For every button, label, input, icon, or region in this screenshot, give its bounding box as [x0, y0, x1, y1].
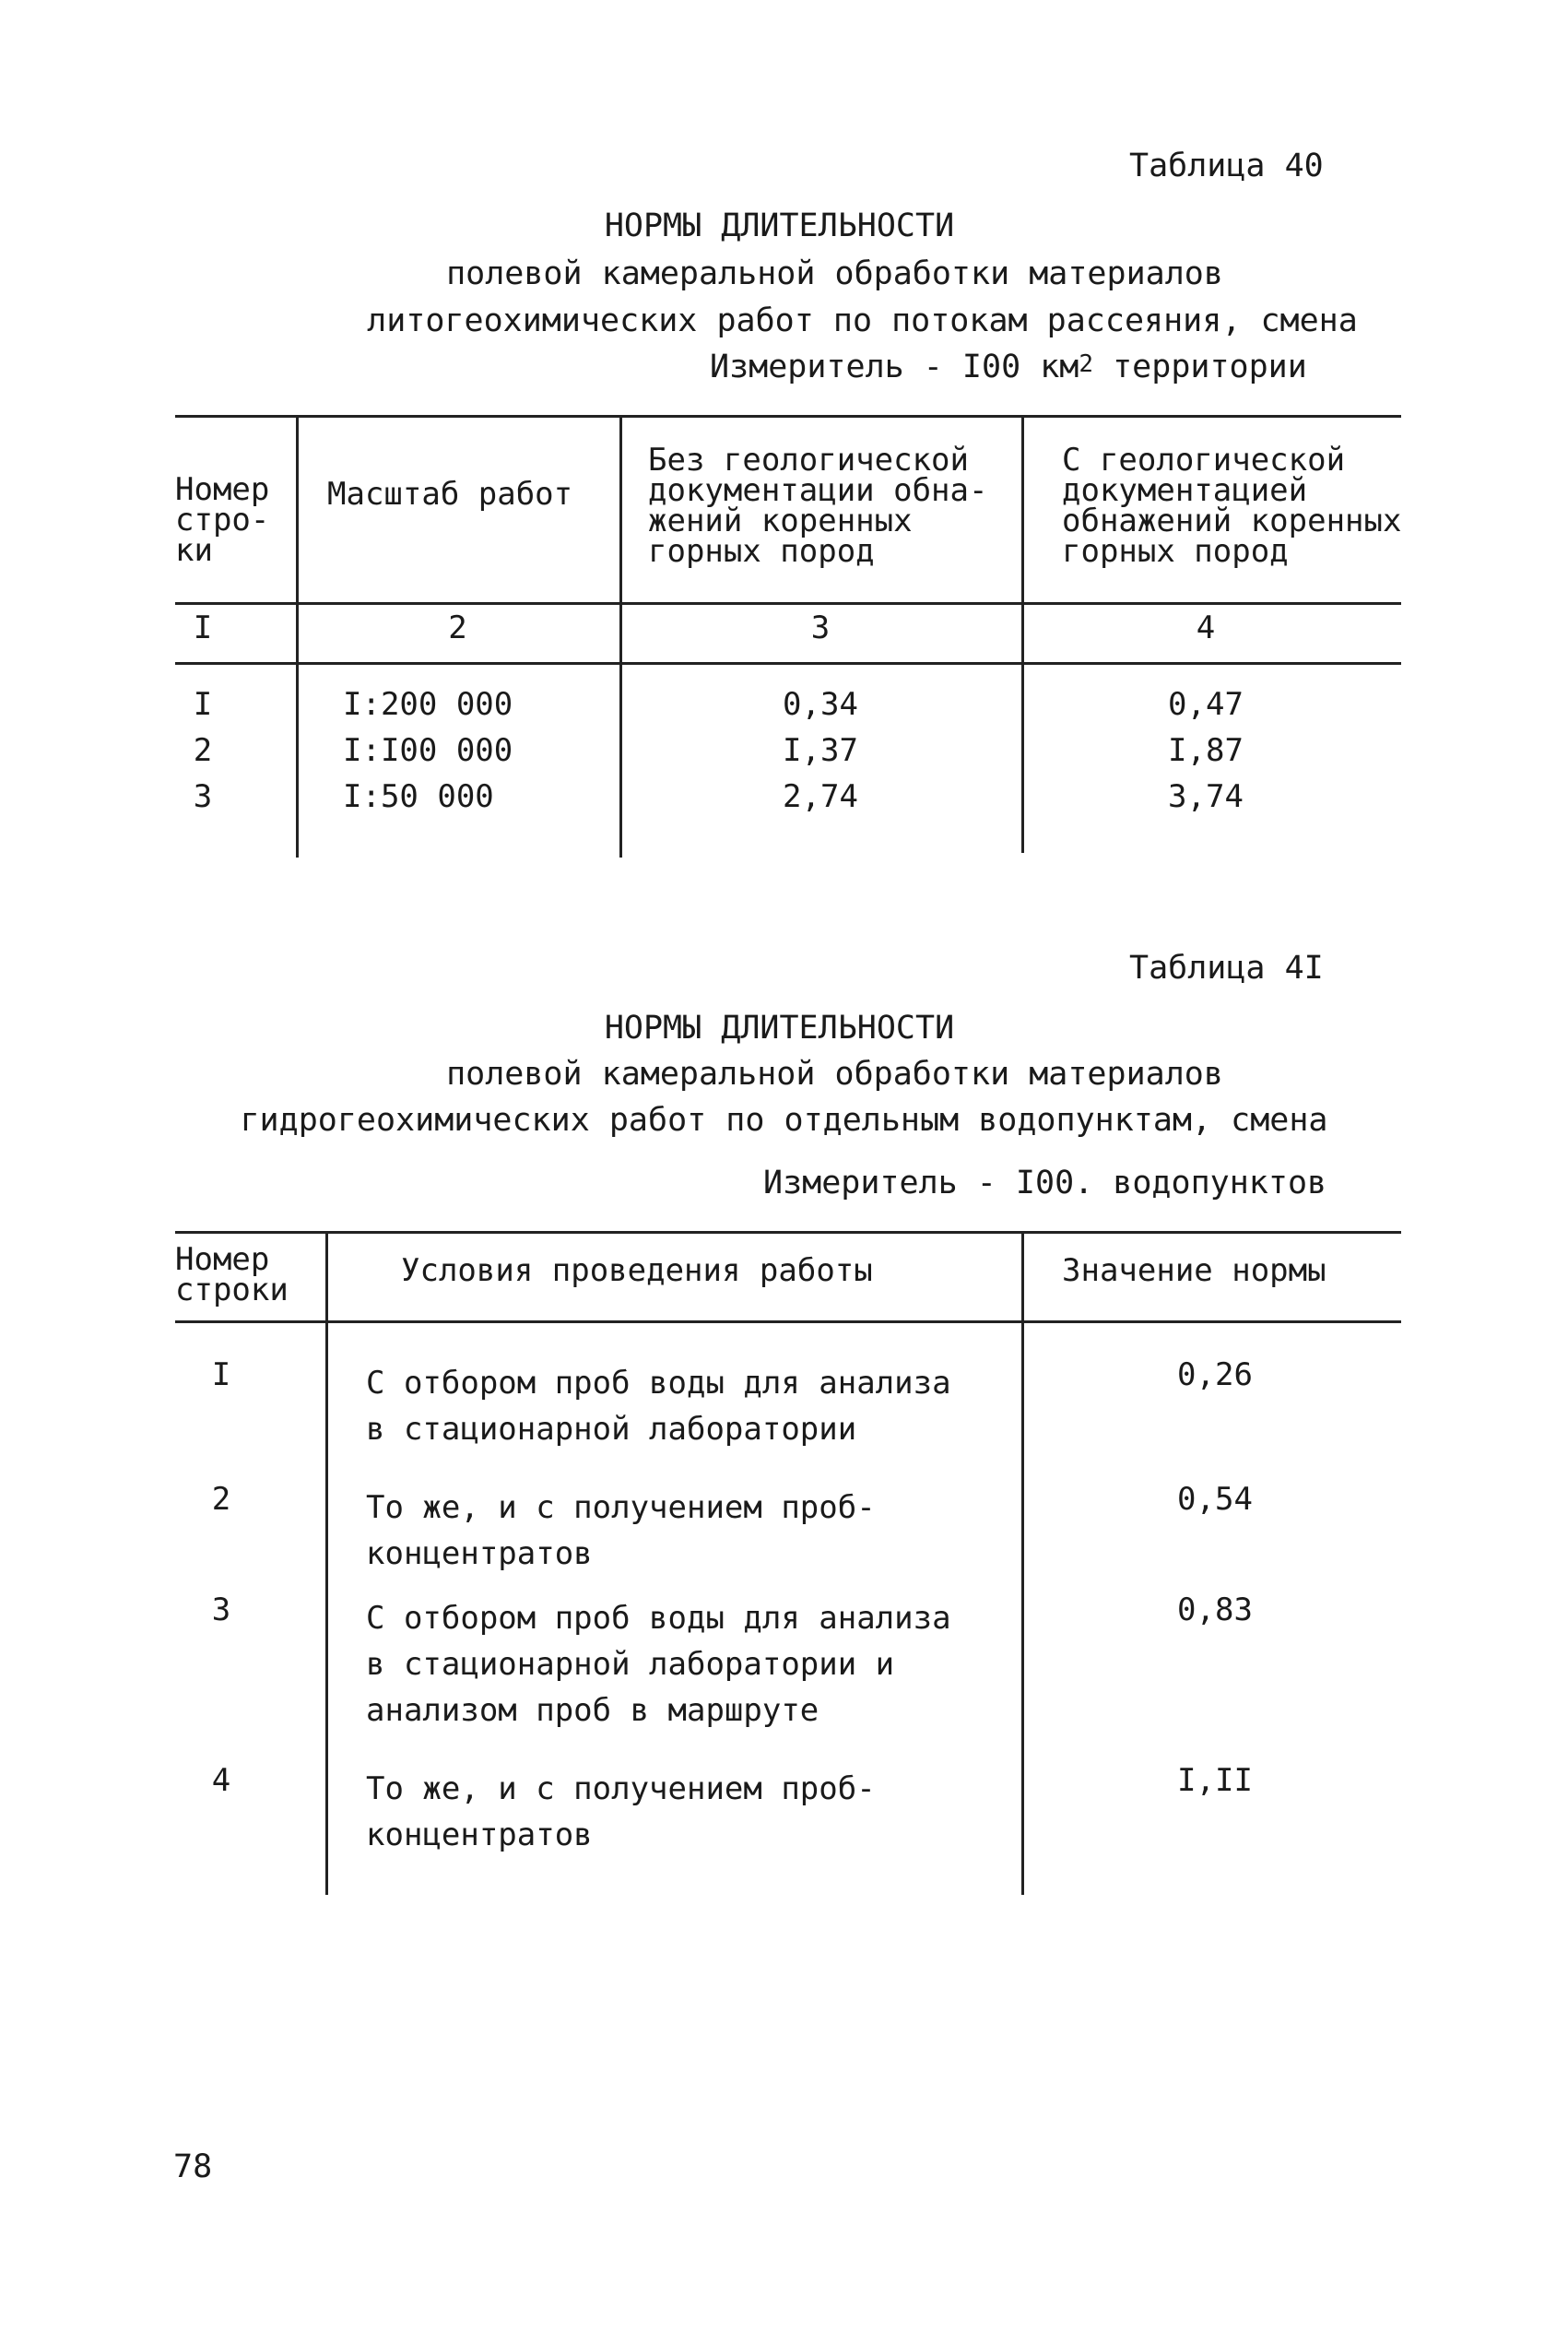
table40-row-2-scale: I:I00 000: [343, 732, 513, 769]
table41-subtitle-line2: гидрогеохимических работ по отдельным водопунктам, смена: [240, 1102, 1328, 1139]
table41-row-4-value: I,II: [1177, 1762, 1253, 1799]
table41-row-1-conditions: С отбором проб воды для анализа в стационарной лаборатории: [366, 1365, 951, 1448]
table40-subtitle-line1: полевой камеральной обработки материалов: [446, 255, 1223, 292]
table40-subtitle-line2: литогеохимических работ по потокам рассеяния, смена: [367, 302, 1358, 339]
table41-row-1-num: I: [211, 1356, 231, 1393]
table41-label: Таблица 4I: [1129, 950, 1324, 987]
table40-measure: Измеритель - I00 $км^2$ территории: [710, 349, 1307, 385]
table40-row-2-val4: I,87: [1168, 732, 1244, 769]
table41-title: НОРМЫ ДЛИТЕЛЬНОСТИ: [604, 1010, 955, 1047]
table41-header-rule: [175, 1320, 1401, 1323]
table41-row-2-num: 2: [211, 1481, 231, 1518]
table40-top-rule: [175, 415, 1401, 418]
table41-row-3-num: 3: [211, 1591, 231, 1628]
table41-row-3-value: 0,83: [1177, 1591, 1253, 1628]
table41-row-1-value: 0,26: [1177, 1356, 1253, 1393]
table40-row-3-scale: I:50 000: [343, 778, 494, 815]
table40-title: НОРМЫ ДЛИТЕЛЬНОСТИ: [604, 207, 955, 244]
table40-label: Таблица 40: [1129, 148, 1324, 184]
table40-row-2-val3: I,37: [783, 732, 858, 769]
table41-vline-1: [325, 1231, 328, 1895]
table41-row-2-value: 0,54: [1177, 1481, 1253, 1518]
table40-header-scale: Масштаб работ: [327, 476, 573, 513]
table40-row-2-num: 2: [193, 732, 213, 769]
table40-header-with-doc: С геологической документацией обнажений коренных горных пород: [1062, 442, 1402, 570]
table41-row-4-num: 4: [211, 1762, 231, 1799]
table40-colnum-3: 3: [810, 609, 831, 646]
table41-measure: Измеритель - I00. водопунктов: [763, 1165, 1327, 1201]
table40-colnum-2: 2: [448, 609, 467, 646]
table41-top-rule: [175, 1231, 1401, 1234]
table40-header-without-doc: Без геологической документации обна- жений коренных горных пород: [648, 442, 988, 570]
page-number: 78: [173, 2148, 213, 2185]
table41-header-conditions: Условия проведения работы: [401, 1252, 873, 1289]
table40-header-row-number: Номер стро- ки: [175, 471, 270, 569]
table40-row-3-num: 3: [193, 778, 213, 815]
table40-colnum-4: 4: [1196, 609, 1216, 646]
table40-row-1-val3: 0,34: [783, 686, 858, 723]
table40-colnum-rule: [175, 662, 1401, 665]
table41-header-row-number: Номер строки: [175, 1241, 289, 1308]
table41-subtitle-line1: полевой камеральной обработки материалов: [446, 1056, 1223, 1093]
table41-header-norm-value: Значение нормы: [1062, 1252, 1326, 1289]
table40-row-3-val3: 2,74: [783, 778, 858, 815]
table40-row-3-val4: 3,74: [1168, 778, 1244, 815]
table40-header-rule: [175, 602, 1401, 605]
table40-measure-sup: 2: [1079, 350, 1094, 378]
table40-row-1-val4: 0,47: [1168, 686, 1244, 723]
table41-row-4-conditions: То же, и с получением проб- концентратов: [366, 1770, 876, 1853]
table40-row-1-num: I: [193, 686, 213, 723]
table40-row-1-scale: I:200 000: [343, 686, 513, 723]
table41-row-3-conditions: С отбором проб воды для анализа в стационарной лаборатории и анализом проб в маршруте: [366, 1600, 951, 1729]
table40-colnum-1: I: [193, 609, 213, 646]
table41-row-2-conditions: То же, и с получением проб- концентратов: [366, 1489, 876, 1572]
